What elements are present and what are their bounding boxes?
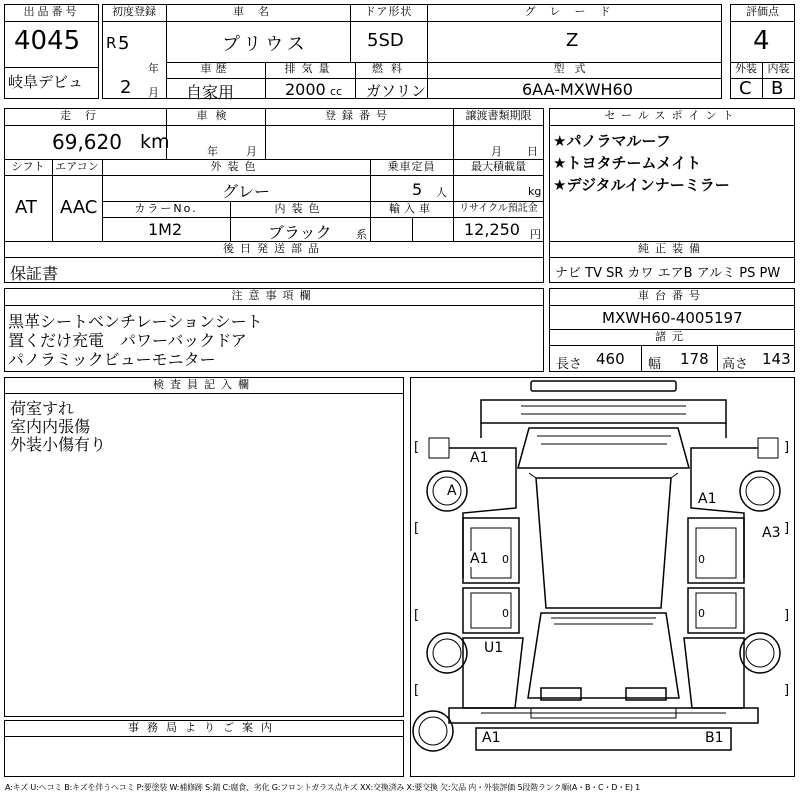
displacement-header: 排気量 [284,62,336,75]
history-value: 自家用 [186,83,235,102]
chassis-header: 車台番号 [638,289,706,302]
mark-left-rear-door-zero: 0 [502,607,509,620]
inspector-note-2: 室内内張傷 [10,417,91,436]
inspection-header: 車検 [196,109,235,122]
reg-month-unit: 月 [148,86,159,99]
bracket-left-top: [ [414,440,420,455]
inspector-note-1: 荷室すれ [10,399,75,418]
transfer-day-unit: 日 [527,145,538,158]
note-line-1: 黒革シートベンチレーションシート [8,312,263,331]
aircon-value: AAC [60,197,98,218]
max-load-unit: kg [528,185,542,198]
grade-value: Z [566,30,579,51]
mark-left-rear: U1 [484,640,504,656]
mark-right-door-zero: 0 [698,553,705,566]
lot-number: 4045 [14,26,81,56]
equipment-header: 純正装備 [638,242,706,255]
score-value: 4 [753,26,770,56]
later-parts-header: 後日発送部品 [223,242,325,255]
reg-era: R [106,34,117,52]
model-value: 6AA-MXWH60 [522,80,633,99]
recycle-unit: 円 [530,228,541,241]
car-name: プリウス [222,34,309,55]
mark-rear-left: A1 [482,730,501,746]
bracket-right-bottom: ] [784,683,790,698]
aircon-header: エアコン [55,160,99,173]
bracket-right-top: ] [784,440,790,455]
transfer-header: 譲渡書類期限 [465,109,532,122]
shift-value: AT [15,197,37,218]
recycle-value: 12,250 [464,220,520,239]
later-parts-value: 保証書 [10,264,59,283]
bracket-right-mid: ] [784,521,790,536]
capacity-value: 5 [412,180,423,199]
bracket-left-low: [ [414,608,420,623]
inspection-month-unit: 月 [246,145,257,158]
color-no-header: カラーNo. [134,202,198,215]
fuel-value: ガソリン [366,82,427,100]
mark-left-door-zero: 0 [502,553,509,566]
notes-header: 注意事項欄 [231,289,317,302]
width-value: 178 [680,350,709,368]
height-label: 高さ [722,357,749,372]
mark-rear-right: B1 [705,730,724,746]
int-color-value: ブラック [268,223,332,242]
note-line-3: パノラミックビューモニター [8,350,216,369]
history-header: 車歴 [200,62,231,75]
reg-no-header: 登録番号 [325,109,393,122]
door-type: 5SD [367,30,404,51]
displacement-unit: cc [330,85,343,98]
interior-header: 内装 [767,62,790,75]
ext-color-value: グレー [222,182,271,201]
car-diagram [410,377,795,777]
sales-point-1: ★パノラマルーフ [553,132,671,150]
fuel-header: 燃料 [372,62,410,75]
car-outline-svg [411,378,796,778]
model-header: 型式 [553,62,596,75]
displacement-value: 2000 [285,80,326,99]
transfer-month-unit: 月 [491,145,502,158]
mark-right-rear-door-zero: 0 [698,607,705,620]
sales-point-3: ★デジタルインナーミラー [553,176,730,194]
int-color-suffix: 系 [356,228,367,241]
max-load-header: 最大積載量 [471,160,526,173]
lot-no-header: 出品番号 [23,5,80,18]
inspector-note-3: 外装小傷有り [10,435,107,454]
height-value: 143 [762,350,791,368]
int-color-header: 内装色 [274,202,326,215]
reg-year: 5 [118,33,130,54]
dimensions-header: 諸元 [655,330,689,343]
interior-grade: B [771,78,784,99]
exterior-header: 外装 [735,62,757,75]
grade-header: グレード [524,5,625,18]
score-header: 評価点 [746,5,779,18]
capacity-header: 乗車定員 [387,160,436,173]
bracket-left-mid: [ [414,521,420,536]
exterior-grade: C [739,78,752,99]
recycle-header: リサイクル預託金 [459,203,538,214]
office-header: 事務局よりご案内 [128,721,280,734]
mark-left-front-wheel: A [447,483,457,499]
door-header: ドア形状 [364,5,413,18]
mark-right-side: A3 [762,525,781,541]
capacity-unit: 人 [436,186,447,199]
mark-front-left: A1 [470,450,489,466]
reg-year-unit: 年 [148,62,159,75]
sales-points-header: セールスポイント [604,109,740,122]
color-no-value: 1M2 [148,220,183,239]
length-label: 長さ [556,357,583,372]
car-name-header: 車名 [233,5,283,18]
mileage-header: 走行 [60,109,110,122]
note-line-2: 置くだけ充電 パワーバックドア [8,331,247,350]
reg-month: 2 [120,77,132,98]
inspection-year-unit: 年 [207,145,218,158]
width-label: 幅 [648,357,662,372]
legend-text: A:キズ U:ヘコミ B:キズを伴うヘコミ P:要塗装 W:補修跡 S:錆 C:腐食、劣化 G:フロントガラス点キズ XX:交換済み X:要交換 欠:欠品 内・外装評価 5段階ランク順(A・B・C・D・E) 1 [5,783,641,792]
ext-color-header: 外装色 [210,160,262,173]
import-header: 輸入車 [389,202,434,215]
mark-right-front: A1 [698,491,717,507]
mileage-unit: km [140,131,170,153]
length-value: 460 [596,350,625,368]
first-reg-header: 初度登録 [112,5,156,18]
mark-left-door: A1 [470,551,489,567]
shift-header: シフト [11,160,45,173]
bracket-left-bottom: [ [414,683,420,698]
chassis-value: MXWH60-4005197 [602,309,743,327]
inspector-header: 検査員記入欄 [153,378,255,391]
venue-name: 岐阜デビュ [8,73,84,91]
bracket-right-low: ] [784,608,790,623]
mileage-value: 69,620 [52,130,122,154]
sales-point-2: ★トヨタチームメイト [553,154,702,172]
equipment-value: ナビ TV SR カワ エアB アルミ PS PW [555,266,781,281]
